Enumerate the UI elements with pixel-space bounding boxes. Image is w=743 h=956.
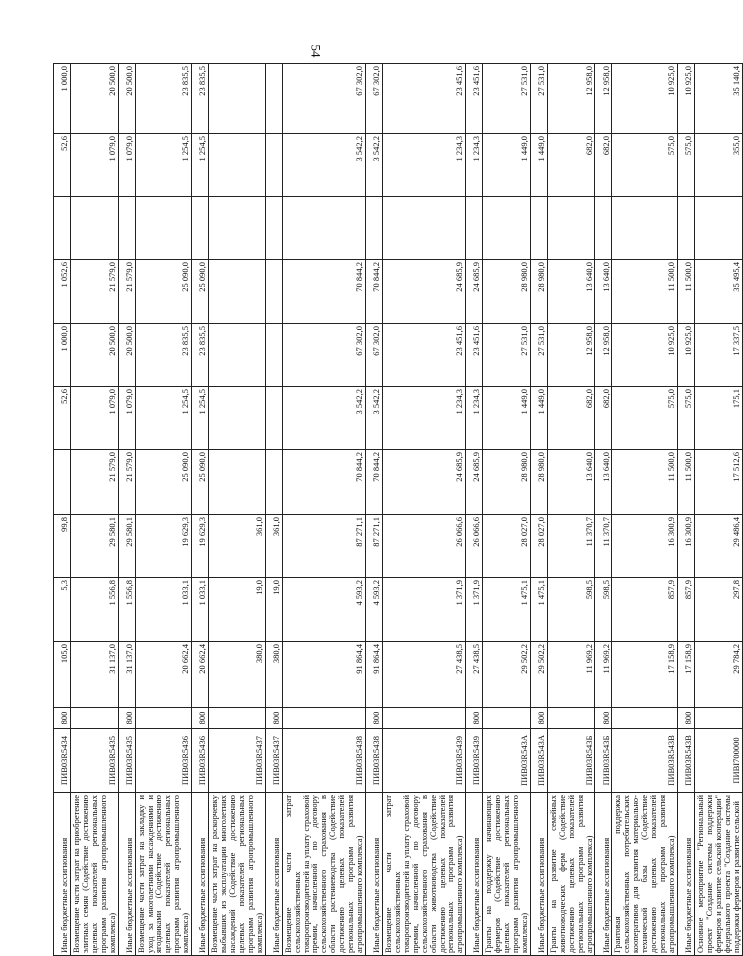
table-row: [595, 64, 612, 956]
row-value-cell: 11 969,2: [547, 642, 595, 708]
row-value-cell: [265, 197, 282, 260]
row-value-cell: 27 438,5: [382, 642, 465, 708]
table-row: [612, 64, 677, 956]
row-code-cell: ПИВ03R5436: [135, 729, 192, 793]
row-value-cell: 27 531,0: [530, 324, 547, 387]
row-code-cell: ПИВ03R543В: [677, 729, 694, 793]
row-value-cell: 91 864,4: [282, 642, 365, 708]
row-value-cell: 1 234,3: [466, 134, 483, 197]
row-value-cell: 1 254,5: [135, 387, 192, 450]
row-value-cell: 91 864,4: [365, 642, 382, 708]
row-value-cell: 4 593,2: [282, 578, 365, 642]
row-value-cell: 175,1: [694, 387, 742, 450]
row-value-cell: 1 234,3: [382, 134, 465, 197]
row-value-cell: 52,6: [54, 387, 71, 450]
row-value-cell: 11 370,7: [547, 515, 595, 578]
row-value-cell: [209, 450, 266, 515]
row-name-cell: Иные бюджетные ассигнования: [192, 793, 209, 956]
table-row: [135, 64, 192, 956]
row-value-cell: [483, 197, 531, 260]
row-value-cell: 70 844,2: [282, 260, 365, 324]
row-value-cell: 3 542,2: [282, 387, 365, 450]
row-value-cell: [209, 64, 266, 134]
row-value-cell: 1 079,0: [71, 387, 119, 450]
row-value-cell: 21 579,0: [71, 450, 119, 515]
row-value-cell: [282, 197, 365, 260]
row-value-cell: 99,8: [54, 515, 71, 578]
row-value-cell: 29 784,2: [694, 642, 742, 708]
row-value-cell: 5,3: [54, 578, 71, 642]
row-unit-cell: 800: [365, 708, 382, 729]
row-name-cell: Иные бюджетные ассигнования: [530, 793, 547, 956]
row-value-cell: 31 137,0: [71, 642, 119, 708]
row-value-cell: 682,0: [595, 134, 612, 197]
row-value-cell: 28 980,0: [530, 260, 547, 324]
row-value-cell: 35 140,4: [694, 64, 742, 134]
row-value-cell: [265, 450, 282, 515]
table-row: [71, 64, 119, 956]
row-code-cell: ПИВ03R5437: [265, 729, 282, 793]
row-value-cell: 28 980,0: [483, 260, 531, 324]
table-row: [677, 64, 694, 956]
row-value-cell: 28 027,0: [530, 515, 547, 578]
row-value-cell: 361,0: [265, 515, 282, 578]
row-value-cell: 1 052,6: [54, 260, 71, 324]
row-value-cell: [209, 260, 266, 324]
row-value-cell: 23 451,6: [382, 324, 465, 387]
row-value-cell: [265, 324, 282, 387]
table-row: [382, 64, 465, 956]
row-value-cell: 70 844,2: [365, 260, 382, 324]
row-value-cell: 17 337,5: [694, 324, 742, 387]
row-value-cell: 67 302,0: [365, 324, 382, 387]
row-value-cell: 70 844,2: [282, 450, 365, 515]
row-value-cell: [135, 197, 192, 260]
row-value-cell: [382, 197, 465, 260]
row-value-cell: 1 371,9: [466, 578, 483, 642]
row-value-cell: 682,0: [547, 134, 595, 197]
table-row: [483, 64, 531, 956]
row-unit-cell: [547, 708, 595, 729]
row-value-cell: 3 542,2: [365, 134, 382, 197]
row-value-cell: 1 556,8: [118, 578, 135, 642]
table-row: [466, 64, 483, 956]
row-value-cell: 29 502,2: [483, 642, 531, 708]
row-value-cell: 1 234,3: [466, 387, 483, 450]
budget-table-rotated: [53, 66, 741, 956]
row-code-cell: ПИВ03R5434: [54, 729, 71, 793]
row-value-cell: 16 300,9: [612, 515, 677, 578]
row-value-cell: 1 079,0: [118, 134, 135, 197]
row-code-cell: ПИВ03R5435: [118, 729, 135, 793]
row-value-cell: 26 066,6: [382, 515, 465, 578]
row-value-cell: [466, 197, 483, 260]
table-row: [365, 64, 382, 956]
row-code-cell: ПИВ03R5438: [282, 729, 365, 793]
row-value-cell: 20 500,0: [118, 64, 135, 134]
row-value-cell: 380,0: [209, 642, 266, 708]
row-value-cell: 67 302,0: [282, 324, 365, 387]
row-unit-cell: [135, 708, 192, 729]
row-value-cell: 16 300,9: [677, 515, 694, 578]
row-value-cell: 20 662,4: [192, 642, 209, 708]
row-unit-cell: 800: [595, 708, 612, 729]
row-value-cell: [209, 197, 266, 260]
row-value-cell: 24 685,9: [382, 450, 465, 515]
row-value-cell: 3 542,2: [365, 387, 382, 450]
row-value-cell: 12 958,0: [595, 64, 612, 134]
row-value-cell: 19 629,3: [192, 515, 209, 578]
budget-table: [53, 63, 743, 956]
row-value-cell: [71, 197, 119, 260]
row-value-cell: 19,0: [265, 578, 282, 642]
row-code-cell: ПИВ03R5435: [71, 729, 119, 793]
row-value-cell: 1 254,5: [192, 134, 209, 197]
row-value-cell: 11 500,0: [612, 450, 677, 515]
row-value-cell: 21 579,0: [118, 450, 135, 515]
page-number: 54: [308, 44, 324, 58]
row-value-cell: 11 969,2: [595, 642, 612, 708]
row-value-cell: 575,0: [612, 134, 677, 197]
row-name-cell: Гранты на поддержку начинающих фермеров (Содействие достижению целевых показателей региональных программ развития агропромышленного комплекса): [483, 793, 531, 956]
row-code-cell: ПИВ03R5439: [382, 729, 465, 793]
row-value-cell: 11 500,0: [677, 260, 694, 324]
row-value-cell: [192, 197, 209, 260]
row-value-cell: 29 502,2: [530, 642, 547, 708]
row-value-cell: 575,0: [677, 387, 694, 450]
row-value-cell: 105,0: [54, 642, 71, 708]
row-value-cell: 1 475,1: [483, 578, 531, 642]
row-unit-cell: 800: [192, 708, 209, 729]
row-value-cell: 67 302,0: [282, 64, 365, 134]
row-name-cell: Возмещение части затрат на раскорчевку выбывших из эксплуатации многолетних насаждений (Содействие достижению целевых показателей региональных программ развития агропромышленного комплекса): [209, 793, 266, 956]
row-value-cell: 297,8: [694, 578, 742, 642]
row-unit-cell: 800: [677, 708, 694, 729]
row-value-cell: 25 090,0: [135, 260, 192, 324]
row-value-cell: 19,0: [209, 578, 266, 642]
row-value-cell: 87 271,1: [282, 515, 365, 578]
row-value-cell: 1 079,0: [71, 134, 119, 197]
row-value-cell: 31 137,0: [118, 642, 135, 708]
row-name-cell: Иные бюджетные ассигнования: [118, 793, 135, 956]
row-value-cell: 10 925,0: [677, 64, 694, 134]
row-code-cell: ПИВ03R543А: [530, 729, 547, 793]
row-value-cell: 380,0: [265, 642, 282, 708]
row-value-cell: 1 254,5: [192, 387, 209, 450]
row-value-cell: 23 451,6: [466, 64, 483, 134]
row-value-cell: 20 500,0: [71, 64, 119, 134]
row-value-cell: [54, 450, 71, 515]
row-value-cell: [209, 387, 266, 450]
row-value-cell: 4 593,2: [365, 578, 382, 642]
row-value-cell: 13 640,0: [547, 450, 595, 515]
row-unit-cell: 800: [54, 708, 71, 729]
row-value-cell: 87 271,1: [365, 515, 382, 578]
row-value-cell: 23 835,5: [192, 64, 209, 134]
row-value-cell: 27 531,0: [483, 324, 531, 387]
row-code-cell: ПИВI700000: [694, 729, 742, 793]
row-value-cell: 12 958,0: [595, 324, 612, 387]
row-name-cell: Иные бюджетные ассигнования: [365, 793, 382, 956]
row-value-cell: 598,5: [595, 578, 612, 642]
row-value-cell: 27 438,5: [466, 642, 483, 708]
row-value-cell: 682,0: [595, 387, 612, 450]
row-value-cell: 25 090,0: [192, 450, 209, 515]
row-value-cell: 857,9: [677, 578, 694, 642]
row-value-cell: [265, 134, 282, 197]
row-value-cell: 1 079,0: [118, 387, 135, 450]
row-unit-cell: [282, 708, 365, 729]
row-value-cell: 23 835,5: [135, 324, 192, 387]
row-code-cell: ПИВ03R5436: [192, 729, 209, 793]
row-value-cell: 11 500,0: [677, 450, 694, 515]
row-value-cell: 20 500,0: [118, 324, 135, 387]
row-value-cell: 29 580,1: [118, 515, 135, 578]
row-value-cell: 857,9: [612, 578, 677, 642]
row-code-cell: ПИВ03R543А: [483, 729, 531, 793]
row-name-cell: Иные бюджетные ассигнования: [466, 793, 483, 956]
row-name-cell: Иные бюджетные ассигнования: [595, 793, 612, 956]
row-value-cell: 1 033,1: [135, 578, 192, 642]
table-row: [118, 64, 135, 956]
row-code-cell: ПИВ03R5438: [365, 729, 382, 793]
row-value-cell: 28 980,0: [530, 450, 547, 515]
row-unit-cell: [694, 708, 742, 729]
row-unit-cell: 800: [265, 708, 282, 729]
row-value-cell: 598,5: [547, 578, 595, 642]
row-value-cell: 575,0: [612, 387, 677, 450]
table-row: [694, 64, 742, 956]
row-unit-cell: 800: [530, 708, 547, 729]
row-value-cell: [530, 197, 547, 260]
row-value-cell: [265, 387, 282, 450]
row-value-cell: 1 556,8: [71, 578, 119, 642]
row-name-cell: Возмещение части затрат сельскохозяйственных товаропроизводителей на уплату страховой премии, начисленной по договору сельскохозяйственного страхования в области растениеводства (Содействие достижению целевых показателей региональных программ развития агропромышленного комплекса): [282, 793, 365, 956]
row-value-cell: 21 579,0: [118, 260, 135, 324]
row-value-cell: 27 531,0: [483, 64, 531, 134]
row-value-cell: 3 542,2: [282, 134, 365, 197]
row-code-cell: ПИВ03R5437: [209, 729, 266, 793]
row-value-cell: [54, 197, 71, 260]
row-value-cell: 1 449,0: [530, 387, 547, 450]
row-name-cell: Возмещение части затрат на закладку и уход за многолетними насаждениями и ягодниками (Содействие достижению целевых показателей региональных программ развития агропромышленного комплекса): [135, 793, 192, 956]
row-value-cell: 28 027,0: [483, 515, 531, 578]
row-value-cell: 361,0: [209, 515, 266, 578]
row-value-cell: 13 640,0: [595, 260, 612, 324]
row-value-cell: 23 451,6: [382, 64, 465, 134]
row-value-cell: 27 531,0: [530, 64, 547, 134]
row-value-cell: [265, 260, 282, 324]
row-value-cell: 1 371,9: [382, 578, 465, 642]
row-name-cell: Основное мероприятие "Региональный проект "Создание системы поддержки фермеров и развитие сельской кооперации" федерального проекта "Создание системы поддержки фермеров и развитие сельской: [694, 793, 742, 956]
row-value-cell: 1 000,0: [54, 64, 71, 134]
row-value-cell: 35 495,4: [694, 260, 742, 324]
row-value-cell: 17 158,9: [677, 642, 694, 708]
row-value-cell: [677, 197, 694, 260]
row-value-cell: 10 925,0: [612, 324, 677, 387]
row-value-cell: 29 486,4: [694, 515, 742, 578]
row-name-cell: Иные бюджетные ассигнования: [265, 793, 282, 956]
row-name-cell: Гранты на развитие семейных животноводческих ферм (Содействие достижению целевых показателей региональных программ развития агропромышленного комплекса): [547, 793, 595, 956]
row-value-cell: 355,0: [694, 134, 742, 197]
row-code-cell: ПИВ03R543Б: [595, 729, 612, 793]
row-value-cell: [209, 134, 266, 197]
row-name-cell: Грантовая поддержка сельскохозяйственных потребительских кооперативов для развития материально-технической базы (Содействие достижению целевых показателей региональных программ развития агропромышленного комплекса): [612, 793, 677, 956]
row-value-cell: 24 685,9: [466, 450, 483, 515]
table-row: [530, 64, 547, 956]
row-unit-cell: [382, 708, 465, 729]
row-value-cell: 1 254,5: [135, 134, 192, 197]
row-name-cell: Возмещение части затрат на приобретение элитных семян (Содействие достижению целевых показателей региональных программ развития агропромышленного комплекса): [71, 793, 119, 956]
row-value-cell: 26 066,6: [466, 515, 483, 578]
row-unit-cell: [209, 708, 266, 729]
row-value-cell: 1 033,1: [192, 578, 209, 642]
row-code-cell: ПИВ03R543В: [612, 729, 677, 793]
row-value-cell: 12 958,0: [547, 324, 595, 387]
row-unit-cell: [612, 708, 677, 729]
row-value-cell: [118, 197, 135, 260]
row-value-cell: 21 579,0: [71, 260, 119, 324]
row-value-cell: 28 980,0: [483, 450, 531, 515]
row-value-cell: 1 449,0: [483, 387, 531, 450]
row-value-cell: 20 662,4: [135, 642, 192, 708]
row-value-cell: 67 302,0: [365, 64, 382, 134]
table-row: [282, 64, 365, 956]
table-row: [54, 64, 71, 956]
row-unit-cell: 800: [118, 708, 135, 729]
row-name-cell: Иные бюджетные ассигнования: [677, 793, 694, 956]
table-row: [265, 64, 282, 956]
row-value-cell: 70 844,2: [365, 450, 382, 515]
row-value-cell: 12 958,0: [547, 64, 595, 134]
table-row: [192, 64, 209, 956]
row-value-cell: 1 000,0: [54, 324, 71, 387]
row-name-cell: Иные бюджетные ассигнования: [54, 793, 71, 956]
row-value-cell: 1 449,0: [483, 134, 531, 197]
row-value-cell: 10 925,0: [677, 324, 694, 387]
table-row: [547, 64, 595, 956]
row-value-cell: 11 370,7: [595, 515, 612, 578]
row-value-cell: [209, 324, 266, 387]
row-value-cell: 17 158,9: [612, 642, 677, 708]
row-unit-cell: [483, 708, 531, 729]
row-value-cell: 52,6: [54, 134, 71, 197]
row-value-cell: 24 685,9: [382, 260, 465, 324]
row-value-cell: 1 449,0: [530, 134, 547, 197]
row-unit-cell: [71, 708, 119, 729]
row-name-cell: Возмещение части затрат сельскохозяйственных товаропроизводителей на уплату страховой премии, начисленной по договору сельскохозяйственного страхования в области животноводства (Содействие достижению целевых показателей региональных программ развития агропромышленного комплекса): [382, 793, 465, 956]
row-value-cell: 23 451,6: [466, 324, 483, 387]
row-value-cell: 25 090,0: [135, 450, 192, 515]
row-value-cell: 10 925,0: [612, 64, 677, 134]
row-value-cell: 682,0: [547, 387, 595, 450]
row-value-cell: 13 640,0: [595, 450, 612, 515]
row-code-cell: ПИВ03R543Б: [547, 729, 595, 793]
row-value-cell: 20 500,0: [71, 324, 119, 387]
row-value-cell: 11 500,0: [612, 260, 677, 324]
row-value-cell: [365, 197, 382, 260]
row-value-cell: 575,0: [677, 134, 694, 197]
table-row: [209, 64, 266, 956]
row-value-cell: 29 580,1: [71, 515, 119, 578]
row-value-cell: 24 685,9: [466, 260, 483, 324]
row-unit-cell: 800: [466, 708, 483, 729]
row-value-cell: 17 512,6: [694, 450, 742, 515]
row-value-cell: 1 475,1: [530, 578, 547, 642]
row-value-cell: 25 090,0: [192, 260, 209, 324]
row-value-cell: 23 835,5: [135, 64, 192, 134]
row-value-cell: 23 835,5: [192, 324, 209, 387]
row-value-cell: [547, 197, 595, 260]
row-value-cell: [694, 197, 742, 260]
row-value-cell: 19 629,3: [135, 515, 192, 578]
row-value-cell: 1 234,3: [382, 387, 465, 450]
row-value-cell: [595, 197, 612, 260]
row-value-cell: [265, 64, 282, 134]
row-value-cell: 13 640,0: [547, 260, 595, 324]
row-code-cell: ПИВ03R5439: [466, 729, 483, 793]
row-value-cell: [612, 197, 677, 260]
